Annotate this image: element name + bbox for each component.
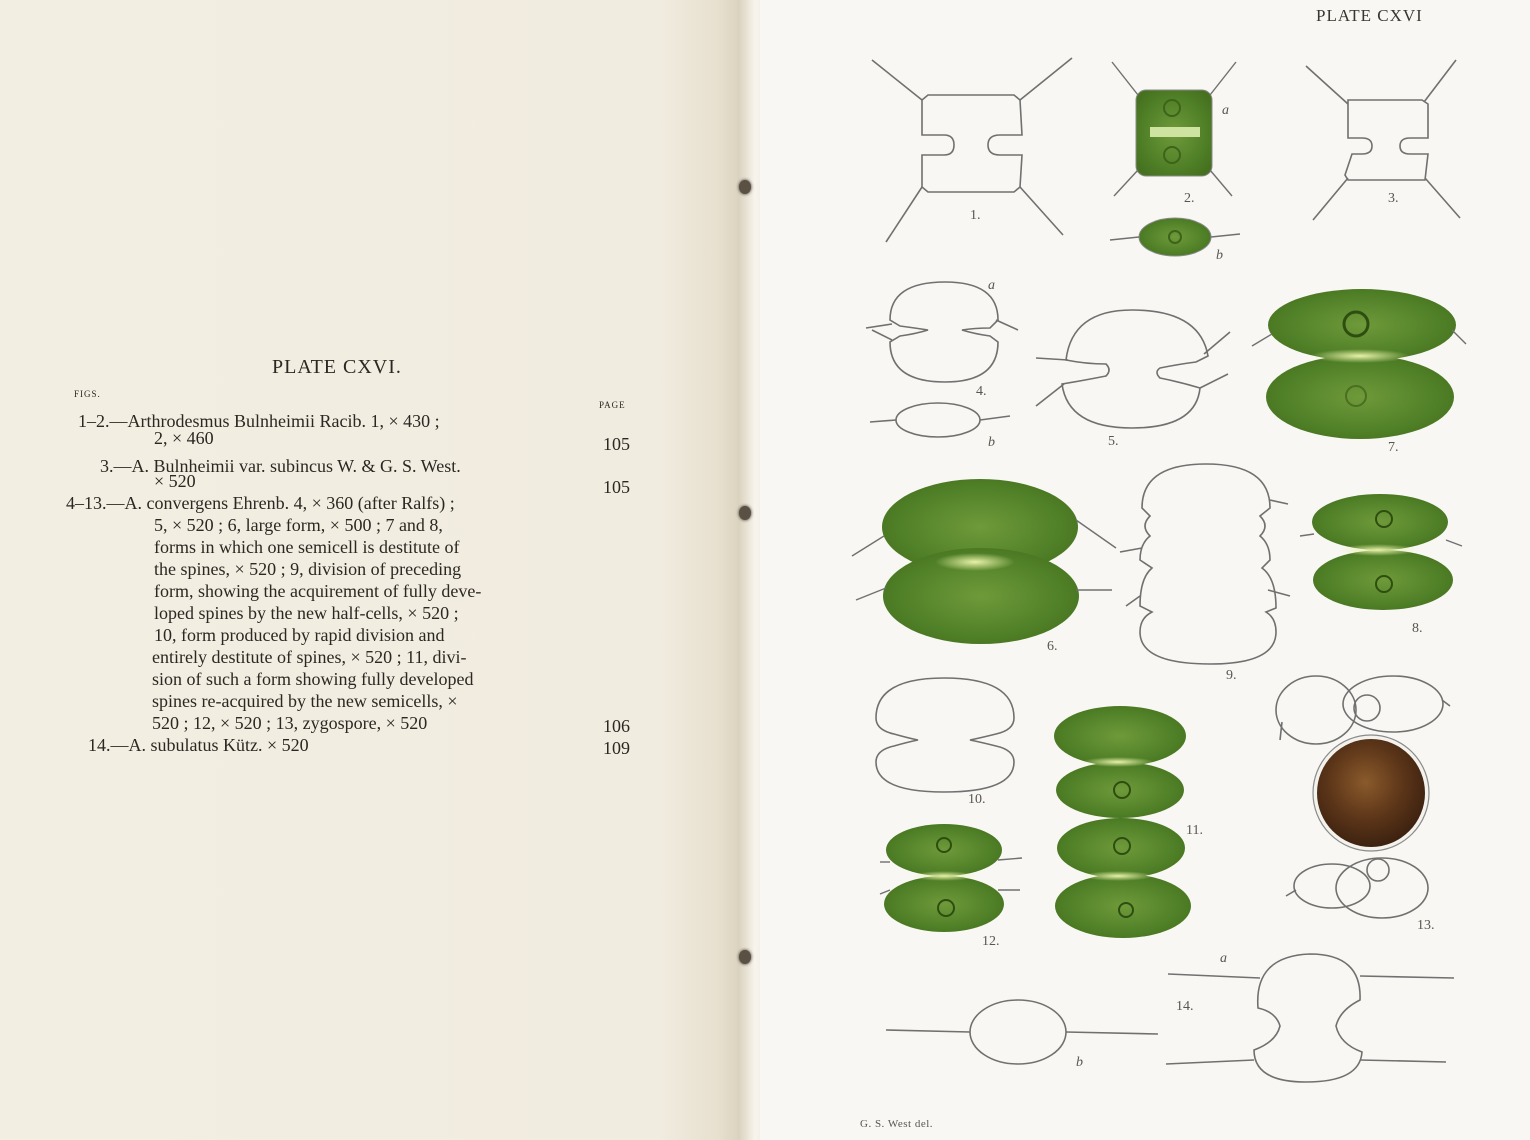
legend-line-9: form, showing the acquirement of fully deve-: [154, 581, 482, 601]
figure-5: [1036, 310, 1230, 428]
figure-6: [852, 479, 1116, 644]
figure-label: 11.: [1186, 823, 1203, 838]
plate-heading: PLATE CXVI.: [272, 356, 402, 378]
sub-label: a: [988, 278, 995, 293]
figure-label: 6.: [1047, 639, 1058, 654]
figure-label: 5.: [1108, 434, 1119, 449]
plate-title: PLATE CXVI: [1316, 6, 1423, 25]
legend-line-5: 4–13.—A. convergens Ehrenb. 4, × 360 (after Ralfs) ;: [66, 493, 455, 513]
figure-label: 12.: [982, 934, 1000, 949]
figure-label: 3.: [1388, 191, 1399, 206]
legend-line-6: 5, × 520 ; 6, large form, × 500 ; 7 and 8,: [154, 515, 443, 535]
sub-label: b: [1216, 248, 1223, 263]
page-number: 105: [603, 477, 630, 497]
figure-label: 10.: [968, 792, 986, 807]
figure-14a: [1166, 954, 1454, 1082]
legend-line-7: forms in which one semicell is destitute of: [154, 537, 460, 557]
artist-credit: G. S. West del.: [860, 1118, 934, 1130]
page-number: 106: [603, 716, 630, 736]
figure-7: [1252, 289, 1466, 439]
legend-line-10: loped spines by the new half-cells, × 520 ;: [154, 603, 459, 623]
legend-line-11: 10, form produced by rapid division and: [154, 625, 445, 645]
figure-4a: [866, 282, 1018, 382]
sub-label: a: [1220, 951, 1227, 966]
legend-line-14: spines re-acquired by the new semicells, ×: [152, 691, 458, 711]
figure-12: [880, 824, 1022, 932]
figure-11: [1054, 706, 1191, 938]
figure-label: 9.: [1226, 668, 1237, 683]
figure-3: [1306, 60, 1460, 220]
legend-line-4: × 520: [154, 471, 196, 491]
figure-label: 14.: [1176, 999, 1194, 1014]
figure-label: 1.: [970, 208, 981, 223]
figure-4b: [870, 403, 1010, 437]
sub-label: b: [988, 435, 995, 450]
figure-10: [876, 678, 1014, 792]
figs-column-header: FIGS.: [74, 389, 101, 399]
page-number: 105: [603, 434, 630, 454]
sub-label: a: [1222, 103, 1229, 118]
legend-line-2: 2, × 460: [154, 428, 214, 448]
figure-label: 2.: [1184, 191, 1195, 206]
legend-line-15: 520 ; 12, × 520 ; 13, zygospore, × 520: [152, 713, 428, 733]
legend-line-12: entirely destitute of spines, × 520 ; 11, divi-: [152, 647, 467, 667]
legend-line-3: 3.—A. Bulnheimii var. subincus W. & G. S. West.: [100, 456, 461, 476]
page-column-header: PAGE: [599, 400, 626, 410]
figure-8: [1300, 494, 1462, 610]
figure-label: 8.: [1412, 621, 1423, 636]
legend-line-8: the spines, × 520 ; 9, division of preceding: [154, 559, 462, 579]
figure-label: 13.: [1417, 918, 1435, 933]
figure-label: 7.: [1388, 440, 1399, 455]
figure-label: 4.: [976, 384, 987, 399]
sub-label: b: [1076, 1055, 1083, 1070]
figure-14b: [886, 1000, 1158, 1064]
figure-2a: [1112, 62, 1236, 196]
legend-line-1: 1–2.—Arthrodesmus Bulnheimii Racib. 1, × 430 ;: [78, 411, 440, 431]
legend-line-16: 14.—A. subulatus Kütz. × 520: [88, 735, 309, 755]
legend-line-13: sion of such a form showing fully developed: [152, 669, 474, 689]
page-number: 109: [603, 738, 630, 758]
figure-9: [1120, 464, 1290, 664]
figure-13-zygospore: [1313, 735, 1429, 851]
